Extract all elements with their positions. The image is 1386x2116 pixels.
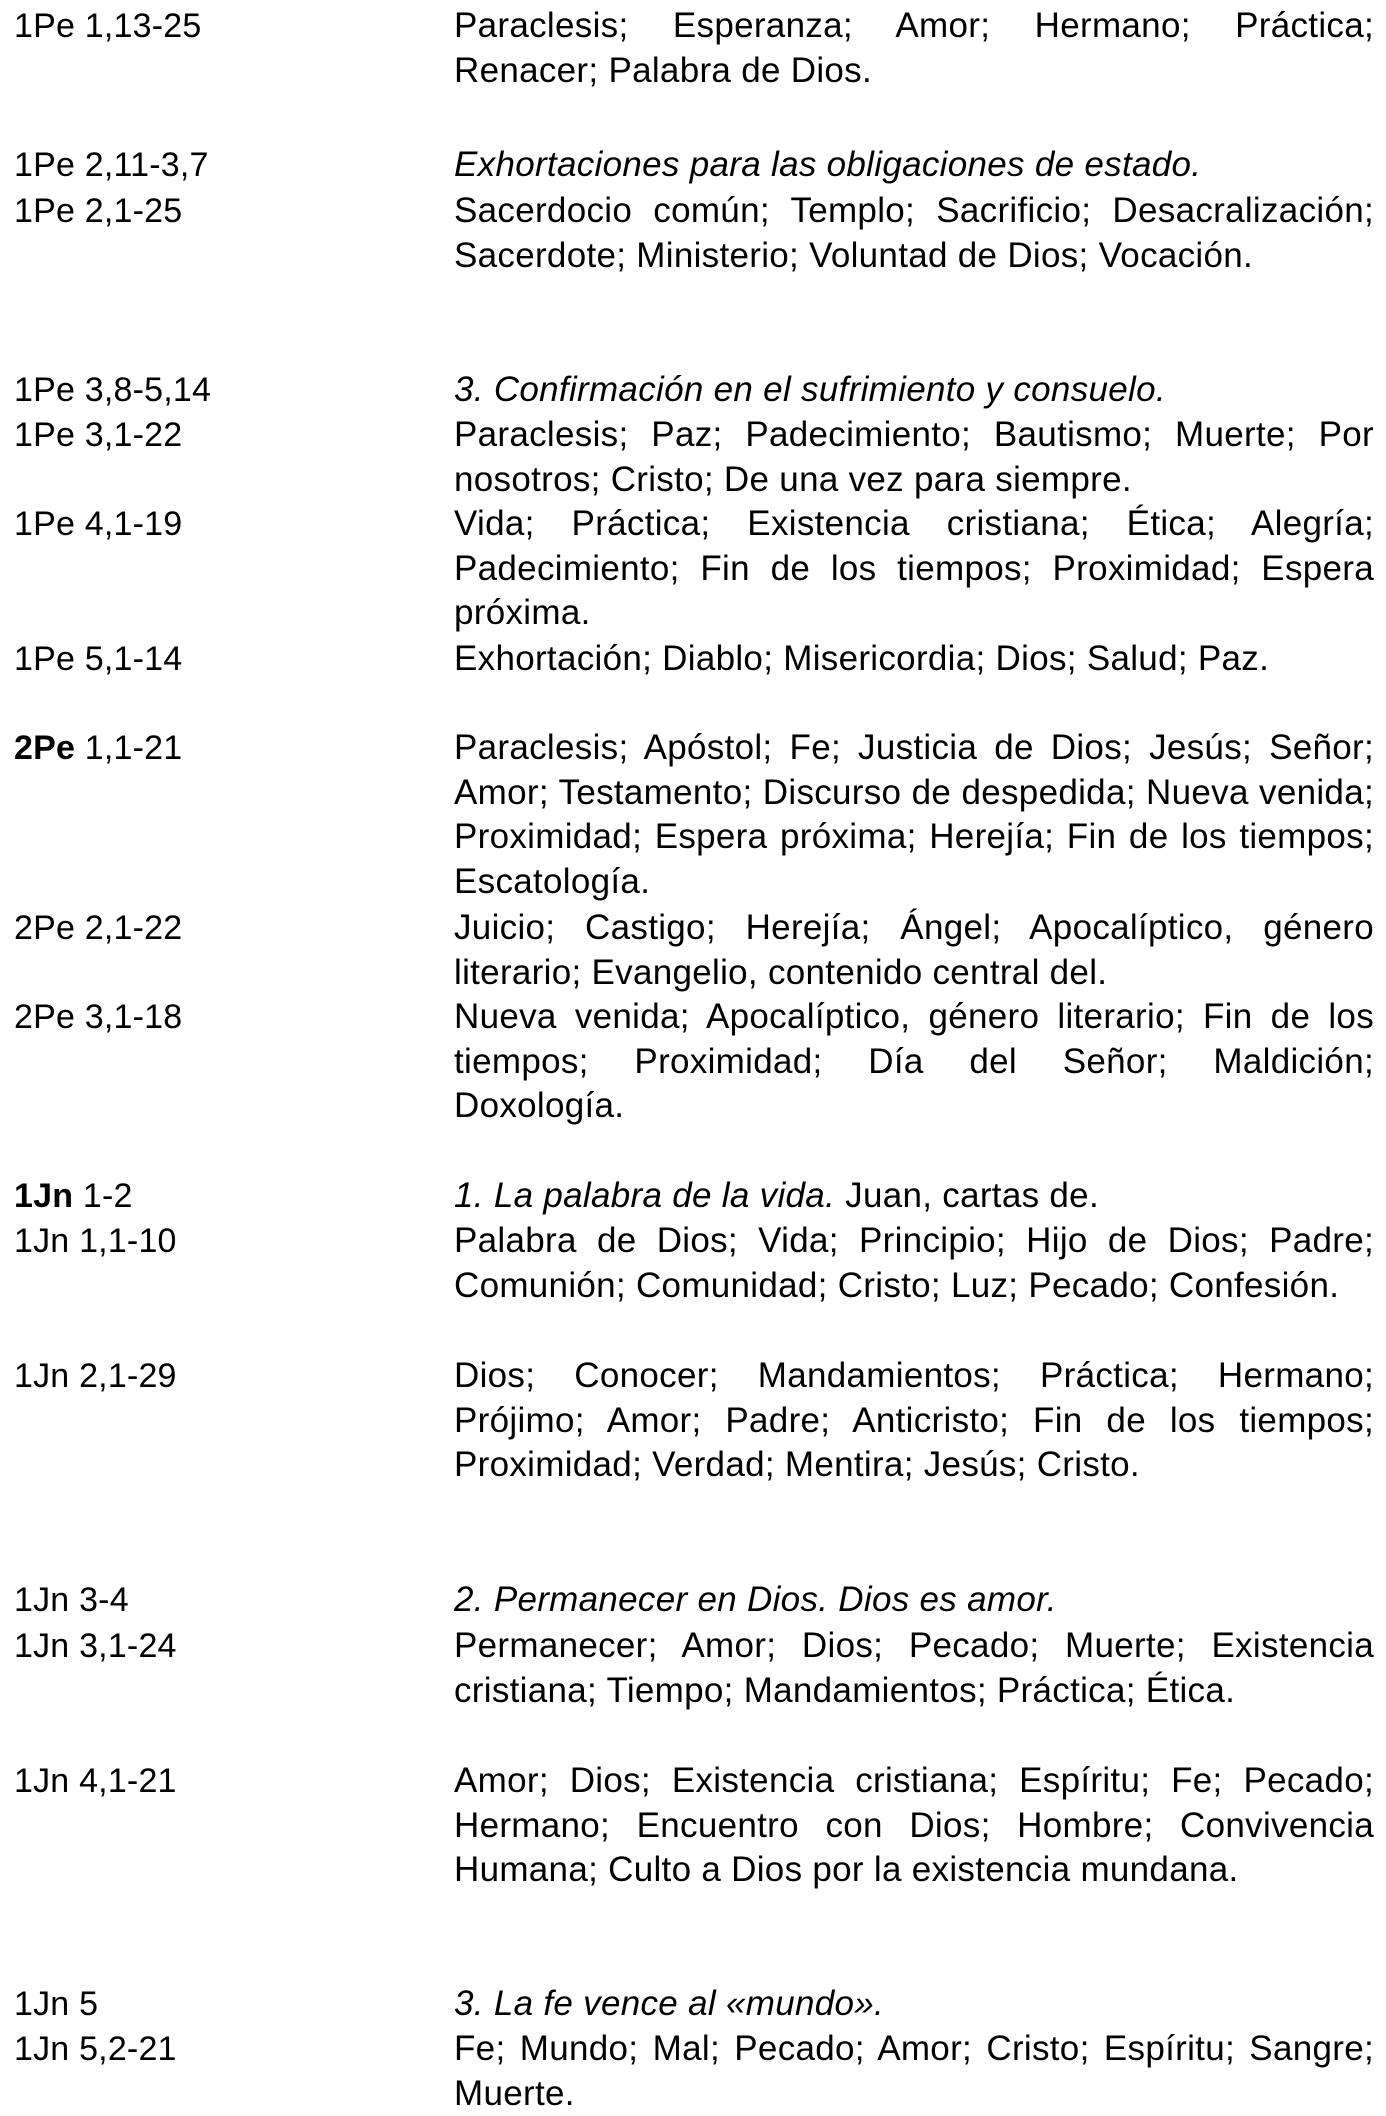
section-heading: 2. Permanecer en Dios. Dios es amor. bbox=[454, 1580, 1057, 1619]
chapter-verses: 1,1-21 bbox=[75, 729, 183, 767]
verse-reference bbox=[14, 1174, 133, 1218]
entry-topics: Dios; Conocer; Mandamientos; Práctica; Hermano; Prójimo; Amor; Padre; Anticristo; Fin de los tiempos; Proximidad; Verdad; Mentira; Jesús; Cristo. bbox=[454, 1356, 1374, 1484]
entry-topics: Palabra de Dios; Vida; Principio; Hijo de Dios; Padre; Comunión; Comunidad; Cristo; Luz; Pecado; Confesión. bbox=[454, 1221, 1374, 1305]
entry-topics: Sacerdocio común; Templo; Sacrificio; Desacralización; Sacerdote; Ministerio; Voluntad de Dios; Vocación. bbox=[454, 191, 1374, 275]
verse-reference: 2Pe 3,1-18 bbox=[14, 998, 183, 1036]
verse-reference: 1Jn 4,1-21 bbox=[14, 1762, 177, 1800]
entry-topics: Paraclesis; Esperanza; Amor; Hermano; Práctica; Renacer; Palabra de Dios. bbox=[454, 6, 1374, 90]
verse-reference: 2Pe 2,1-22 bbox=[14, 909, 183, 947]
entry-topics: Vida; Práctica; Existencia cristiana; Ética; Alegría; Padecimiento; Fin de los tiempos; Proximidad; Espera próxima. bbox=[454, 504, 1374, 632]
section-heading: 1. La palabra de la vida. bbox=[454, 1176, 836, 1215]
verse-reference: 1Jn 2,1-29 bbox=[14, 1357, 177, 1395]
book-abbreviation: 1Jn bbox=[14, 1177, 74, 1215]
entry-topics: Fe; Mundo; Mal; Pecado; Amor; Cristo; Espíritu; Sangre; Muerte. bbox=[454, 2029, 1374, 2113]
entry-topics: Juicio; Castigo; Herejía; Ángel; Apocalíptico, género literario; Evangelio, contenido central del. bbox=[454, 908, 1374, 992]
verse-reference bbox=[14, 726, 182, 770]
entry-heading bbox=[454, 1578, 1374, 1623]
verse-reference: 1Pe 2,11-3,7 bbox=[14, 146, 209, 184]
section-heading: 3. La fe vence al «mundo». bbox=[454, 1984, 885, 2023]
verse-reference: 1Pe 1,13-25 bbox=[14, 7, 202, 45]
entry-heading bbox=[454, 1174, 1374, 1219]
verse-reference: 1Pe 2,1-25 bbox=[14, 192, 183, 230]
section-heading: 3. Confirmación en el sufrimiento y consuelo. bbox=[454, 370, 1166, 409]
entry-topics: Exhortación; Diablo; Misericordia; Dios; Salud; Paz. bbox=[454, 639, 1270, 678]
entry-topics: Juan, cartas de. bbox=[845, 1176, 1099, 1215]
entry-heading bbox=[454, 1982, 1374, 2027]
book-abbreviation: 2Pe bbox=[14, 729, 76, 767]
verse-reference: 1Pe 5,1-14 bbox=[14, 640, 183, 678]
entry-heading bbox=[454, 143, 1374, 188]
entry-topics: Paraclesis; Paz; Padecimiento; Bautismo; Muerte; Por nosotros; Cristo; De una vez para siempre. bbox=[454, 415, 1374, 499]
entry-topics: Amor; Dios; Existencia cristiana; Espíritu; Fe; Pecado; Hermano; Encuentro con Dios; Hombre; Convivencia Humana; Culto a Dios por la existencia mundana. bbox=[454, 1761, 1374, 1889]
chapter-verses: 1-2 bbox=[73, 1177, 133, 1215]
verse-reference: 1Jn 3-4 bbox=[14, 1581, 129, 1619]
section-heading: Exhortaciones para las obligaciones de estado. bbox=[454, 145, 1202, 184]
verse-reference: 1Pe 3,8-5,14 bbox=[14, 371, 212, 409]
entry-topics: Nueva venida; Apocalíptico, género literario; Fin de los tiempos; Proximidad; Día del Señor; Maldición; Doxología. bbox=[454, 997, 1374, 1125]
verse-reference: 1Pe 4,1-19 bbox=[14, 505, 183, 543]
verse-reference: 1Jn 5,2-21 bbox=[14, 2030, 177, 2068]
entry-topics: Permanecer; Amor; Dios; Pecado; Muerte; Existencia cristiana; Tiempo; Mandamientos; Práctica; Ética. bbox=[454, 1626, 1374, 1710]
verse-reference: 1Pe 3,1-22 bbox=[14, 416, 183, 454]
entry-topics: Paraclesis; Apóstol; Fe; Justicia de Dios; Jesús; Señor; Amor; Testamento; Discurso de despedida; Nueva venida; Proximidad; Espera próxima; Herejía; Fin de los tiempos; Escatología. bbox=[454, 728, 1374, 901]
entry-heading bbox=[454, 368, 1374, 413]
verse-reference: 1Jn 5 bbox=[14, 1985, 99, 2023]
verse-reference: 1Jn 3,1-24 bbox=[14, 1627, 177, 1665]
verse-reference: 1Jn 1,1-10 bbox=[14, 1222, 177, 1260]
